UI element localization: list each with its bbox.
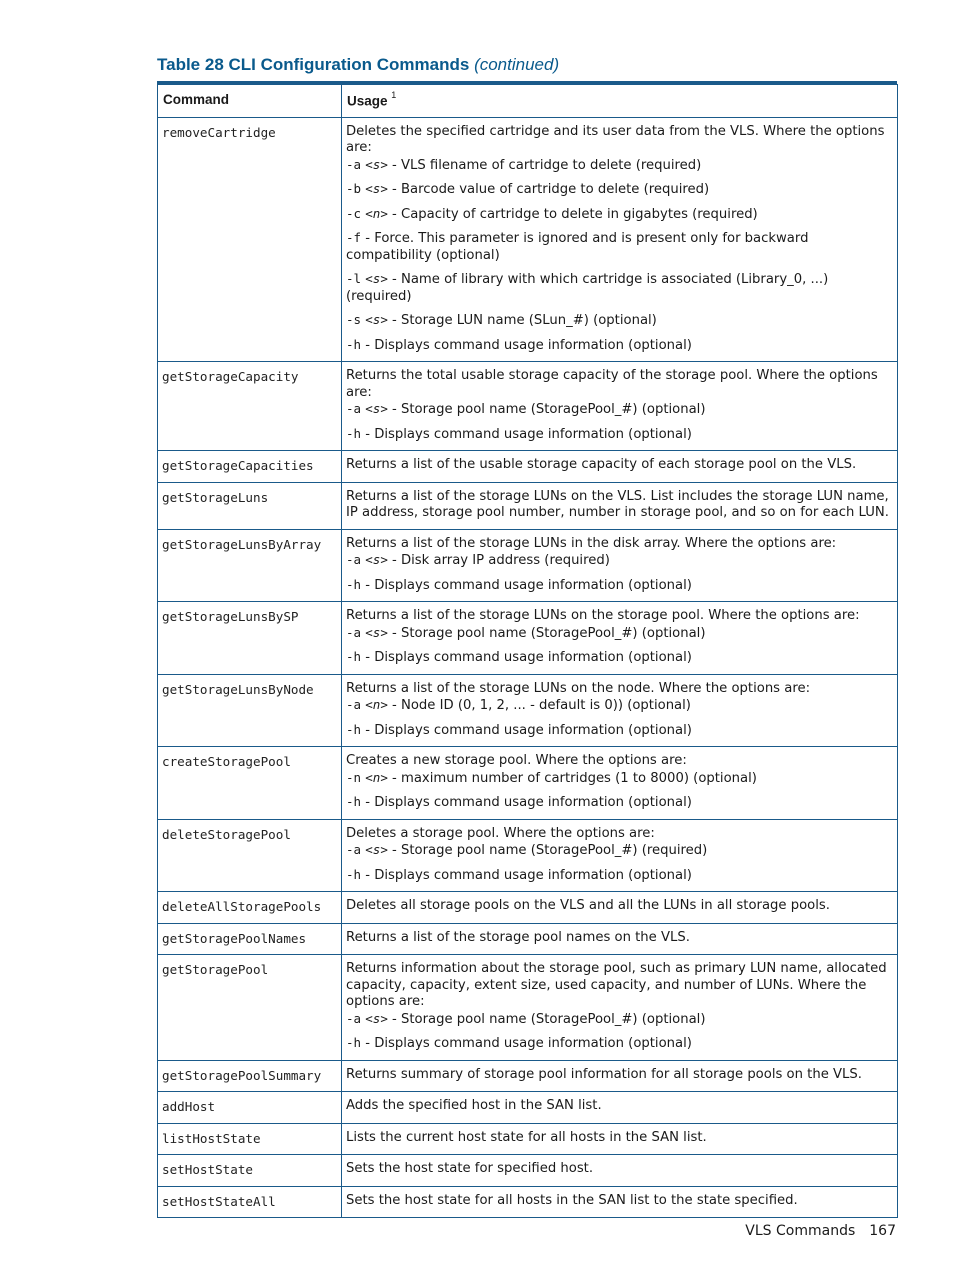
usage-cell xyxy=(342,1123,898,1155)
usage-description: Returns a list of the storage LUNs in the disk array. Where the options are: xyxy=(346,535,837,551)
table-row xyxy=(158,1155,898,1187)
table-row xyxy=(158,482,898,529)
option-description: - Capacity of cartridge to delete in gigabytes (required) xyxy=(387,206,758,222)
option-argument: <s> xyxy=(365,271,388,286)
option-description: - Name of library with which cartridge is associated (Library_0, ...) (required) xyxy=(346,272,829,304)
option-description: - Displays command usage information (optional) xyxy=(361,867,692,883)
usage-cell xyxy=(342,362,898,451)
option-flag: -f xyxy=(346,230,362,245)
command-cell: addHost xyxy=(158,1092,342,1124)
option-argument: <s> xyxy=(365,1010,388,1026)
option-argument: <n> xyxy=(365,769,388,785)
table-title: Table 28 CLI Configuration Commands xyxy=(157,55,470,74)
usage-description: Returns the total usable storage capacity of the storage pool. Where the options are: xyxy=(346,368,878,400)
option-flag: -a xyxy=(346,1010,362,1026)
option-line xyxy=(346,337,893,355)
option-flag: -h xyxy=(346,721,362,737)
option-description: - Node ID (0, 1, 2, ... - default is 0)) (optional) xyxy=(387,698,691,713)
usage-description: Deletes the specified cartridge and its user data from the VLS. Where the options are: xyxy=(346,123,885,155)
usage-description: Returns a list of the storage LUNs on the storage pool. Where the options are: xyxy=(346,608,860,623)
option-flag: -h xyxy=(346,649,362,664)
table-row xyxy=(158,1123,898,1155)
usage-footnote-marker: 1 xyxy=(391,90,397,100)
table-header-row xyxy=(158,85,898,118)
table-row xyxy=(158,117,898,362)
option-flag: -s xyxy=(346,312,362,327)
usage-cell xyxy=(342,892,898,924)
option-description: - Storage pool name (StoragePool_#) (optional) xyxy=(387,1011,706,1027)
usage-description: Returns a list of the storage LUNs on the node. Where the options are: xyxy=(346,680,811,696)
option-flag: -a xyxy=(346,624,362,640)
usage-description: Deletes a storage pool. Where the options are: xyxy=(346,825,655,841)
table-row xyxy=(158,1060,898,1092)
command-column-header: Command xyxy=(158,85,342,118)
table-row xyxy=(158,451,898,483)
option-description: - Displays command usage information (optional) xyxy=(361,1036,692,1051)
option-description: - Storage pool name (StoragePool_#) (optional) xyxy=(387,625,706,641)
command-cell: getStorageCapacity xyxy=(158,362,342,451)
option-argument: <s> xyxy=(365,401,388,416)
option-line xyxy=(346,842,893,860)
option-description: - maximum number of cartridges (1 to 8000) (optional) xyxy=(387,770,757,786)
option-line xyxy=(346,206,893,224)
option-argument: <n> xyxy=(365,205,388,221)
option-flag: -l xyxy=(346,271,362,286)
option-argument: <s> xyxy=(365,842,388,857)
option-description: - Displays command usage information (optional) xyxy=(361,650,692,665)
usage-cell xyxy=(342,1060,898,1092)
page-footer xyxy=(745,1223,896,1239)
usage-cell xyxy=(342,602,898,675)
table-row xyxy=(158,892,898,924)
usage-description: Sets the host state for all hosts in the SAN list to the state specified. xyxy=(346,1192,798,1208)
option-line xyxy=(346,552,893,570)
option-flag: -a xyxy=(346,842,362,857)
usage-description: Returns summary of storage pool information for all storage pools on the VLS. xyxy=(346,1066,862,1082)
option-flag: -h xyxy=(346,576,362,592)
usage-cell xyxy=(342,529,898,602)
option-line xyxy=(346,426,893,444)
usage-description: Returns a list of the storage LUNs on the VLS. List includes the storage LUN name, IP address, storage pool number, number in storage pool, and so on for each LUN. xyxy=(346,488,889,520)
cli-commands-table xyxy=(157,84,898,1218)
usage-description: Returns a list of the usable storage capacity of each storage pool on the VLS. xyxy=(346,457,857,472)
option-line xyxy=(346,794,893,812)
usage-cell xyxy=(342,1186,898,1218)
command-cell: getStoragePool xyxy=(158,955,342,1061)
table-row xyxy=(158,602,898,675)
option-line xyxy=(346,625,893,643)
usage-description: Sets the host state for specified host. xyxy=(346,1161,594,1176)
option-line xyxy=(346,401,893,419)
option-flag: -h xyxy=(346,1035,362,1050)
command-cell: createStoragePool xyxy=(158,747,342,820)
usage-cell xyxy=(342,482,898,529)
option-line xyxy=(346,181,893,199)
usage-cell xyxy=(342,747,898,820)
command-cell: getStoragePoolSummary xyxy=(158,1060,342,1092)
table-row xyxy=(158,362,898,451)
command-cell: listHostState xyxy=(158,1123,342,1155)
option-description: - Displays command usage information (optional) xyxy=(361,577,692,593)
option-flag: -h xyxy=(346,794,362,809)
option-description: - Storage pool name (StoragePool_#) (optional) xyxy=(387,402,706,417)
option-argument: <n> xyxy=(365,697,388,712)
option-flag: -c xyxy=(346,205,362,221)
option-line xyxy=(346,312,893,330)
usage-description: Returns a list of the storage pool names on the VLS. xyxy=(346,929,690,945)
option-description: - Displays command usage information (optional) xyxy=(361,337,692,353)
command-cell: getStorageLunsBySP xyxy=(158,602,342,675)
option-flag: -a xyxy=(346,156,362,172)
table-row xyxy=(158,1186,898,1218)
usage-cell xyxy=(342,819,898,892)
usage-description: Returns information about the storage pool, such as primary LUN name, allocated capacity, capacity, extent size, used capacity, and number of LUNs. Where the options are: xyxy=(346,961,887,1009)
table-continued-label: (continued) xyxy=(474,55,560,74)
option-flag: -b xyxy=(346,181,362,196)
option-description: - Force. This parameter is ignored and is present only for backward compatibility (optional) xyxy=(346,231,809,263)
option-line xyxy=(346,157,893,175)
table-row xyxy=(158,529,898,602)
option-flag: -a xyxy=(346,552,362,567)
option-line xyxy=(346,649,893,667)
command-cell: setHostStateAll xyxy=(158,1186,342,1218)
option-flag: -h xyxy=(346,866,362,882)
option-description: - VLS filename of cartridge to delete (required) xyxy=(387,157,702,173)
command-cell: removeCartridge xyxy=(158,117,342,362)
usage-description: Adds the specified host in the SAN list. xyxy=(346,1098,602,1113)
usage-cell xyxy=(342,923,898,955)
usage-cell xyxy=(342,451,898,483)
option-flag: -a xyxy=(346,401,362,416)
option-description: - Displays command usage information (optional) xyxy=(361,722,692,738)
option-flag: -a xyxy=(346,697,362,712)
option-flag: -h xyxy=(346,425,362,441)
usage-cell xyxy=(342,117,898,362)
option-argument: <s> xyxy=(365,552,388,567)
usage-cell xyxy=(342,1092,898,1124)
option-line xyxy=(346,1035,893,1053)
option-description: - Disk array IP address (required) xyxy=(387,553,610,568)
option-argument: <s> xyxy=(365,312,388,327)
command-cell: getStorageCapacities xyxy=(158,451,342,483)
option-line xyxy=(346,770,893,788)
command-cell: getStorageLuns xyxy=(158,482,342,529)
table-row xyxy=(158,923,898,955)
option-description: - Storage pool name (StoragePool_#) (required) xyxy=(387,843,708,858)
usage-cell xyxy=(342,955,898,1061)
option-argument: <s> xyxy=(365,181,388,196)
usage-description: Deletes all storage pools on the VLS and all the LUNs in all storage pools. xyxy=(346,898,830,913)
table-caption xyxy=(157,55,559,75)
option-line xyxy=(346,1011,893,1029)
command-cell: getStoragePoolNames xyxy=(158,923,342,955)
page-number: 167 xyxy=(869,1223,896,1239)
option-line xyxy=(346,697,893,715)
option-argument: <s> xyxy=(365,624,388,640)
table-row xyxy=(158,819,898,892)
usage-cell xyxy=(342,674,898,747)
option-line xyxy=(346,271,893,305)
table-row xyxy=(158,1092,898,1124)
option-description: - Storage LUN name (SLun_#) (optional) xyxy=(387,313,657,328)
option-line xyxy=(346,722,893,740)
option-flag: -h xyxy=(346,336,362,352)
usage-description: Lists the current host state for all hosts in the SAN list. xyxy=(346,1129,707,1145)
option-line xyxy=(346,577,893,595)
table-row xyxy=(158,747,898,820)
command-cell: getStorageLunsByNode xyxy=(158,674,342,747)
usage-cell xyxy=(342,1155,898,1187)
usage-description: Creates a new storage pool. Where the options are: xyxy=(346,753,687,768)
command-cell: getStorageLunsByArray xyxy=(158,529,342,602)
option-line xyxy=(346,867,893,885)
option-description: - Displays command usage information (optional) xyxy=(361,795,692,810)
option-description: - Barcode value of cartridge to delete (required) xyxy=(387,182,710,197)
usage-column-header: Usage $^1$ xyxy=(342,85,898,118)
option-flag: -n xyxy=(346,769,362,785)
table-row xyxy=(158,674,898,747)
footer-section-title: VLS Commands xyxy=(745,1223,856,1239)
table-row xyxy=(158,955,898,1061)
option-description: - Displays command usage information (optional) xyxy=(361,426,692,442)
command-cell: deleteStoragePool xyxy=(158,819,342,892)
option-argument: <s> xyxy=(365,156,388,172)
command-cell: setHostState xyxy=(158,1155,342,1187)
command-cell: deleteAllStoragePools xyxy=(158,892,342,924)
option-line xyxy=(346,230,893,264)
